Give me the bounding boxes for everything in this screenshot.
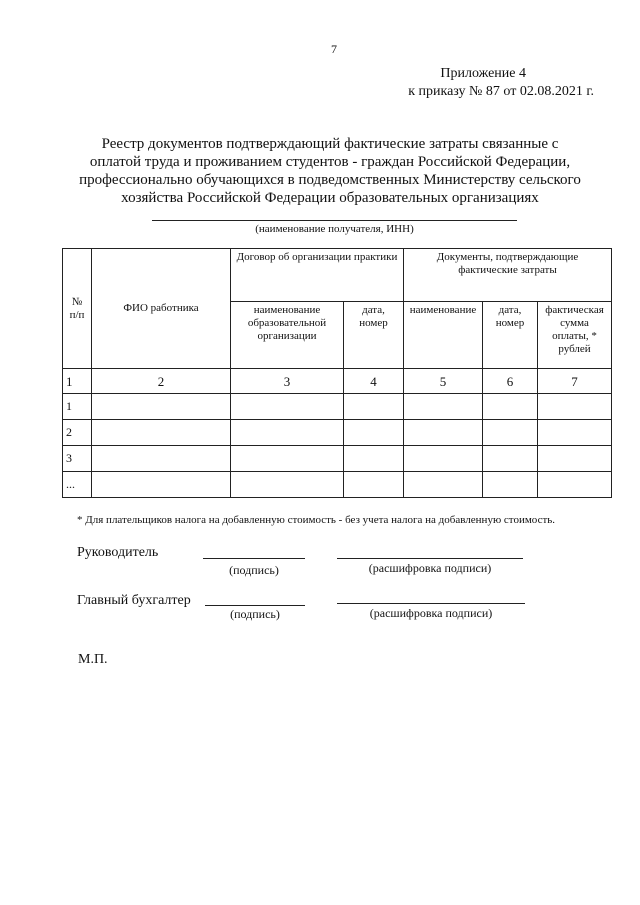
header-contract-group: Договор об организации практики bbox=[231, 249, 404, 302]
table-cell bbox=[483, 472, 538, 498]
table-cell bbox=[344, 446, 404, 472]
table-cell bbox=[92, 472, 231, 498]
accountant-decode-caption: (расшифровка подписи) bbox=[369, 606, 493, 620]
table-cell bbox=[404, 420, 483, 446]
page-number: 7 bbox=[331, 42, 337, 56]
column-number: 2 bbox=[92, 369, 231, 394]
header-contract-name: наименование образовательной организации bbox=[231, 302, 344, 369]
table-row bbox=[63, 394, 612, 420]
table-cell bbox=[538, 420, 612, 446]
table-cell bbox=[231, 472, 344, 498]
table-cell bbox=[344, 472, 404, 498]
table-cell bbox=[92, 420, 231, 446]
stamp-placeholder: М.П. bbox=[78, 652, 108, 667]
table-cell bbox=[538, 446, 612, 472]
table-cell bbox=[231, 446, 344, 472]
table-cell bbox=[344, 420, 404, 446]
header-document-name: наименование bbox=[404, 302, 483, 369]
appendix-reference bbox=[384, 65, 594, 101]
column-number: 6 bbox=[483, 369, 538, 394]
column-number: 3 bbox=[231, 369, 344, 394]
accountant-label: Главный бухгалтер bbox=[77, 593, 191, 608]
title-line: Реестр документов подтверждающий фактические затраты связанные с bbox=[101, 136, 559, 152]
column-number: 5 bbox=[404, 369, 483, 394]
row-number: 1 bbox=[63, 394, 92, 420]
accountant-signature-caption: (подпись) bbox=[230, 607, 280, 621]
registry-table bbox=[62, 248, 612, 498]
column-number: 4 bbox=[344, 369, 404, 394]
accountant-decode-line bbox=[337, 603, 525, 604]
appendix-number: Приложение 4 bbox=[440, 66, 526, 81]
table-row bbox=[63, 420, 612, 446]
table-cell bbox=[404, 472, 483, 498]
head-signature-line bbox=[203, 558, 305, 559]
head-decode-line bbox=[337, 558, 523, 559]
header-actual-sum: фактическая сумма оплаты, * рублей bbox=[538, 302, 612, 369]
column-number: 7 bbox=[538, 369, 612, 394]
table-cell bbox=[538, 394, 612, 420]
table-row bbox=[63, 472, 612, 498]
table-cell bbox=[483, 420, 538, 446]
table-cell bbox=[404, 446, 483, 472]
head-signature-caption: (подпись) bbox=[229, 563, 279, 577]
header-fio: ФИО работника bbox=[92, 249, 231, 369]
table-cell bbox=[231, 394, 344, 420]
row-number: ... bbox=[63, 472, 92, 498]
title-line: хозяйства Российской Федерации образовательных организациях bbox=[121, 190, 539, 206]
header-number: № п/п bbox=[63, 249, 92, 369]
accountant-signature-line bbox=[205, 605, 305, 606]
head-label: Руководитель bbox=[77, 545, 159, 560]
footnote: * Для плательщиков налога на добавленную стоимость - без учета налога на добавленную стоимость. bbox=[77, 514, 556, 526]
document-title bbox=[70, 135, 590, 207]
table-cell bbox=[483, 446, 538, 472]
column-number: 1 bbox=[63, 369, 92, 394]
table-row bbox=[63, 446, 612, 472]
table-cell bbox=[231, 420, 344, 446]
table-cell bbox=[344, 394, 404, 420]
table-cell bbox=[404, 394, 483, 420]
row-number: 3 bbox=[63, 446, 92, 472]
head-decode-caption: (расшифровка подписи) bbox=[368, 561, 492, 575]
table-cell bbox=[483, 394, 538, 420]
row-number: 2 bbox=[63, 420, 92, 446]
header-document-date: дата, номер bbox=[483, 302, 538, 369]
recipient-blank-line bbox=[152, 220, 517, 221]
table-cell bbox=[92, 446, 231, 472]
order-reference: к приказу № 87 от 02.08.2021 г. bbox=[408, 84, 594, 99]
header-documents-group: Документы, подтверждающие фактические затраты bbox=[404, 249, 612, 302]
recipient-caption: (наименование получателя, ИНН) bbox=[255, 223, 414, 235]
table-cell bbox=[538, 472, 612, 498]
title-line: профессионально обучающихся в подведомственных Министерству сельского bbox=[79, 172, 581, 188]
header-contract-date: дата, номер bbox=[344, 302, 404, 369]
title-line: оплатой труда и проживанием студентов - граждан Российской Федерации, bbox=[89, 154, 571, 170]
table-cell bbox=[92, 394, 231, 420]
